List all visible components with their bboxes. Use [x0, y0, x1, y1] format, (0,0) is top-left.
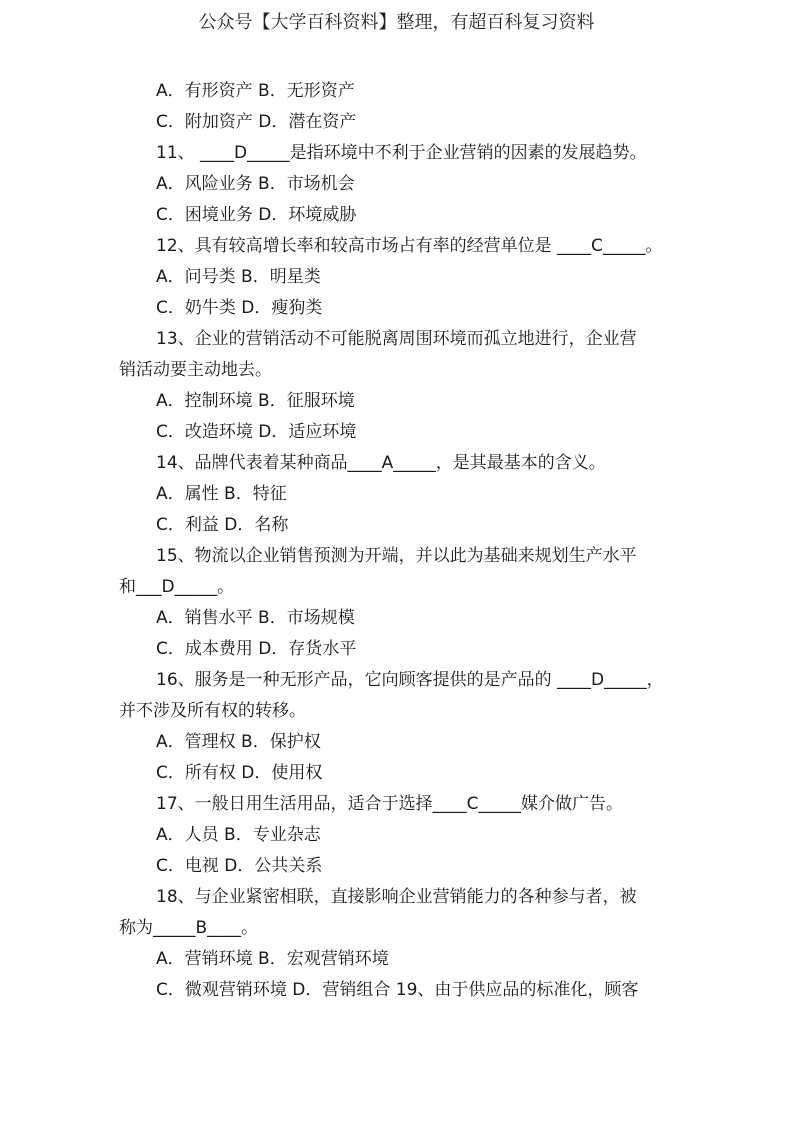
option-line: C．困境业务 D．环境威胁 — [156, 205, 357, 225]
option-line: A．问号类 B．明星类 — [156, 267, 321, 287]
question-18-cont: 称为_____B____。 — [119, 918, 259, 938]
option-line: A．属性 B．特征 — [156, 484, 287, 504]
option-line: C．微观营销环境 D．营销组合 19、由于供应品的标准化，顾客 — [156, 980, 639, 1000]
option-line: A．风险业务 B．市场机会 — [156, 174, 355, 194]
question-12: 12、具有较高增长率和较高市场占有率的经营单位是 ____C_____。 — [156, 236, 663, 256]
option-line: C．成本费用 D．存货水平 — [156, 639, 357, 659]
question-15-cont: 和___D_____。 — [119, 577, 235, 597]
option-line: A．控制环境 B．征服环境 — [156, 391, 355, 411]
option-line: A．有形资产 B．无形资产 — [156, 81, 355, 101]
option-line: C．电视 D．公共关系 — [156, 856, 323, 876]
question-16-cont: 并不涉及所有权的转移。 — [119, 701, 306, 721]
question-14: 14、品牌代表着某种商品____A_____，是其最基本的含义。 — [156, 453, 606, 473]
question-13: 13、企业的营销活动不可能脱离周围环境而孤立地进行，企业营 — [156, 329, 637, 349]
question-11: 11、 ____D_____是指环境中不利于企业营销的因素的发展趋势。 — [156, 143, 647, 163]
option-line: C．所有权 D．使用权 — [156, 763, 323, 783]
option-line: C．附加资产 D．潜在资产 — [156, 112, 357, 132]
question-15: 15、物流以企业销售预测为开端，并以此为基础来规划生产水平 — [156, 546, 637, 566]
question-17: 17、一般日用生活用品，适合于选择____C_____媒介做广告。 — [156, 794, 624, 814]
option-line: C．利益 D．名称 — [156, 515, 289, 535]
option-line: C．改造环境 D．适应环境 — [156, 422, 357, 442]
question-16: 16、服务是一种无形产品，它向顾客提供的是产品的 ____D_____， — [156, 670, 664, 690]
option-line: A．销售水平 B．市场规模 — [156, 608, 355, 628]
question-13-cont: 销活动要主动地去。 — [119, 360, 272, 380]
option-line: A．管理权 B．保护权 — [156, 732, 321, 752]
question-18: 18、与企业紧密相联，直接影响企业营销能力的各种参与者，被 — [156, 887, 637, 907]
page-header: 公众号【大学百科资料】整理，有超百科复习资料 — [198, 12, 595, 33]
option-line: C．奶牛类 D．瘦狗类 — [156, 298, 323, 318]
option-line: A．人员 B．专业杂志 — [156, 825, 321, 845]
option-line: A．营销环境 B．宏观营销环境 — [156, 949, 389, 969]
